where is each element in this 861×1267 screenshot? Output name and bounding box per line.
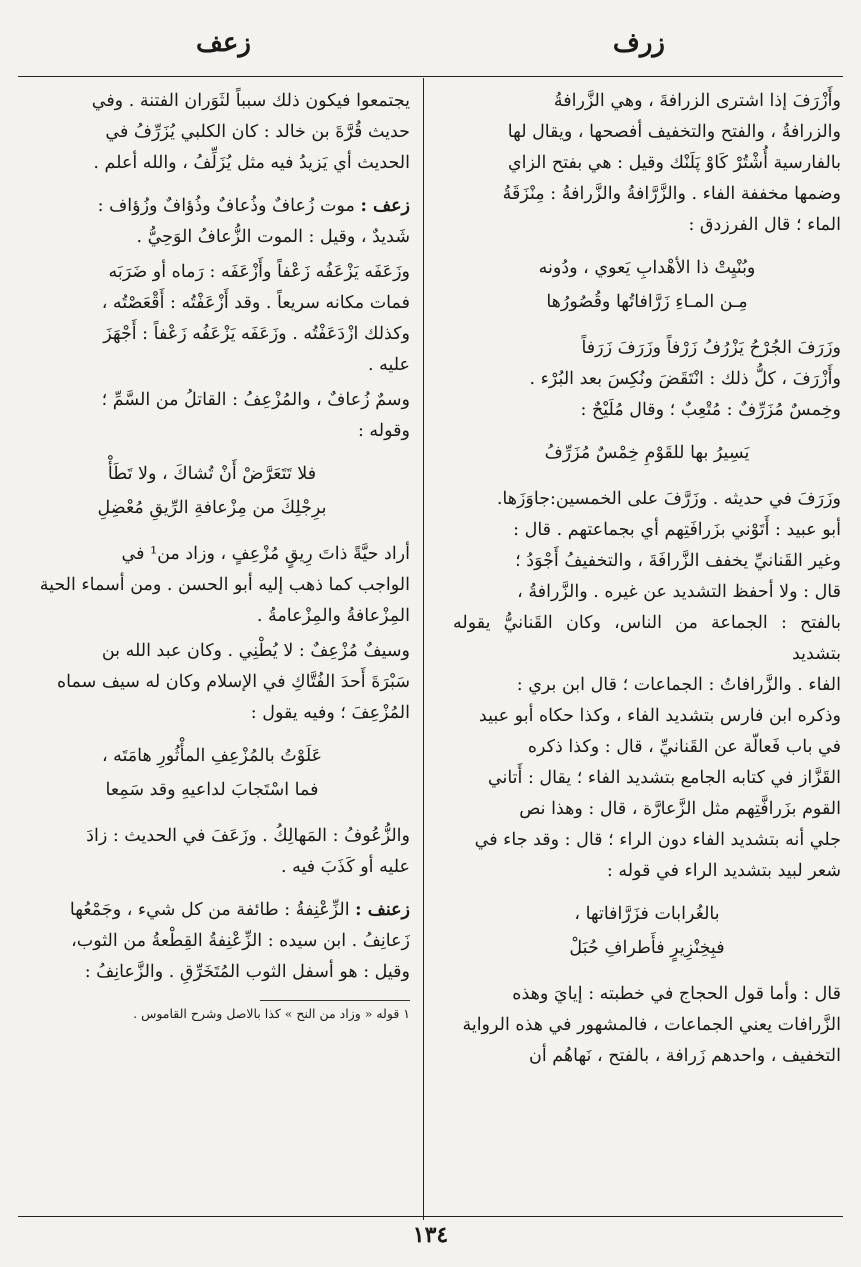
paragraph	[453, 484, 841, 887]
text-span: موت زُعافٌ وذُعافٌ وذُؤافٌ وزُؤاف :	[97, 196, 355, 216]
text-line: حديث قُرَّةَ بن خالد : كان الكلبي يُزَرِّفُ في	[105, 122, 410, 142]
verse-line: بالغُرابات فزَرَّافاتها ،	[574, 904, 720, 924]
text-line: وقيل : هو أسفل الثوب المُتَخَرِّقِ . والزَّعانِفُ :	[84, 962, 410, 982]
verse-line: فلا تَتَعَرَّضْ أَنْ تُشاكَ ، ولا تَطَأْ	[107, 464, 317, 484]
paragraph	[14, 821, 410, 883]
left-column	[14, 86, 410, 1023]
text-line: وزَرَفَ في حديثه . وزَرَّفَ على الخمسين:جاوَزَها.	[496, 489, 841, 509]
text-line: القَزَّاز في كتابه الجامع بتشديد الفاء ؛ يقال : أَتاني	[487, 768, 841, 788]
verse	[14, 457, 410, 525]
text-line: وزَرَفَ الجُرْحُ يَزْرُفُ زَرْفاً وزَرَفَ زَرَفاً	[581, 338, 841, 358]
entry-headword: زعف :	[360, 196, 410, 216]
text-line: قال : ولا أحفظ التشديد عن غيره . والزَّرافةُ ،	[517, 582, 841, 602]
text-line: الفاء . والزَّرافاتُ : الجماعات ؛ قال ابن بري :	[516, 675, 841, 695]
verse	[453, 436, 841, 470]
paragraph	[453, 979, 841, 1072]
text-line: شَديدٌ ، وقيل : الموت الزُّعافُ الوَحِيُّ .	[136, 227, 410, 247]
text-line: وأَزْرَفَ ، كلُّ ذلك : انْتَقَضَ ونُكِسَ بعد البُرْء .	[529, 369, 841, 389]
entry-zaaf	[14, 191, 410, 253]
text-line: أبو عبيد : أَتَوْني بزَرافَتِهم أي بجماعتهم . قال :	[513, 520, 841, 540]
text-line: عليه .	[367, 355, 410, 375]
bottom-rule	[18, 1216, 843, 1217]
column-separator	[423, 78, 424, 1220]
text-line: فمات مكانه سريعاً . وقد أَزْعَفْتُه : أَقْعَصْتُه ،	[101, 293, 410, 313]
text-line: التخفيف ، واحدهم زَرافة ، بالفتح ، نَهاهُم أن	[529, 1046, 841, 1066]
text-line: شعر لبيد بتشديد الراء في قوله :	[606, 861, 841, 881]
verse-line: برِجْلِكَ من مِزْعافةِ الرِّيقِ مُعْضِلِ	[97, 498, 327, 518]
text-line: المُزْعِفَ ؛ وفيه يقول :	[250, 703, 410, 723]
text-line: عليه أو كَذَبَ فيه .	[280, 857, 410, 877]
text-line: أراد حيَّةً ذاتَ رِيقٍ مُزْعِفٍ ، وزاد من¹ في	[121, 544, 410, 564]
verse-line: عَلَوْتُ بالمُزْعِفِ المأْثُورِ هامَتَه ،	[101, 746, 323, 766]
text-line: يجتمعوا فيكون ذلك سبباً لثَوَران الفتنة . وفي	[91, 91, 410, 111]
text-line: وضمها مخففة الفاء . والزَّرَّافةُ والزَّرافةُ : مِنْزَقَةُ	[502, 184, 841, 204]
verse	[453, 251, 841, 319]
paragraph	[14, 86, 410, 179]
text-line: الحديث أي يَزيدُ فيه مثل يُزَلِّفُ ، والله أعلم .	[93, 153, 410, 173]
footnote: ١ قوله « وزاد من النح » كذا بالاصل وشرح القاموس .	[133, 1006, 410, 1021]
text-line: قال : وأما قول الحجاج في خطبته : إيايَ وهذه	[512, 984, 841, 1004]
text-line: المِزْعافةُ والمِزْعامةُ .	[256, 606, 410, 626]
text-line	[14, 191, 410, 222]
verse-line: فما اسْتَجابَ لداعيهِ وقد سَمِعا	[105, 780, 319, 800]
paragraph	[14, 636, 410, 729]
right-column	[453, 86, 841, 1076]
paragraph	[14, 257, 410, 381]
paragraph	[14, 385, 410, 447]
page-number: ١٣٤	[412, 1222, 449, 1248]
text-line: والزُّعُوفُ : المَهالِكُ . وزَعَفَ في الحديث : زادَ	[86, 826, 410, 846]
text-line: وأَزْرَفَ إذا اشترى الزرافةَ ، وهي الزَّرافةُ	[553, 91, 841, 111]
paragraph	[453, 333, 841, 426]
text-line: الواجب كما ذهب إليه أبو الحسن . ومن أسماء الحية	[39, 575, 410, 595]
text-line: وكذلك ازْدَعَفْتُه . وزَعَفَه يَزْعَفُه زَعْفاً : أَجْهَزَ	[103, 324, 410, 344]
text-line: الماء ؛ قال الفرزدق :	[688, 215, 841, 235]
text-line: زَعانِفُ . ابن سيده : الزِّعْنِفةُ القِطْعةُ من الثوب،	[71, 931, 410, 951]
paragraph	[14, 539, 410, 632]
header-root-right: زرف	[612, 28, 665, 58]
text-span: الزِّعْنِفةُ : طائفة من كل شيء ، وجَمْعُها	[69, 900, 350, 920]
text-line: وذكره ابن فارس بتشديد الفاء ، وكذا حكاه أبو عبيد	[478, 706, 841, 726]
verse-line: وبُنْيِتْ ذا الأهْدابِ يَعوي ، ودُونه	[538, 258, 756, 278]
verse-line: مِـن المـاءِ زَرَّافاتُها وقُصُورُها	[546, 292, 748, 312]
text-line: وغير القَنانيِّ يخفف الزَّرافَةَ ، والتخفيفُ أَجْوَدُ ؛	[515, 551, 841, 571]
text-line: وزَعَفَه يَزْعَفُه زَعْفاً وأَزْعَفَه : رَماه أو ضَرَبَه	[108, 262, 410, 282]
text-line: في باب فَعالّة عن القَنانيِّ ، قال : وكذا ذكره	[527, 737, 841, 757]
text-line	[14, 895, 410, 926]
text-line: وخِمسٌ مُزَرِّفٌ : مُتْعِبٌ ؛ وقال مُلَيْحٌ :	[580, 400, 841, 420]
text-line: بالفارسية أُشْتُرْ كَاوْ پَلَنْك وقيل : هي بفتح الزاي	[507, 153, 841, 173]
verse-line: فبِخِنْزِيرٍ فأَطرافِ حُبَلْ	[569, 938, 725, 958]
verse	[14, 739, 410, 807]
text-line: والزرافةُ ، والفتح والتخفيف أفصحها ، ويقال لها	[507, 122, 841, 142]
text-line: وسيفٌ مُزْعِفٌ : لا يُطْنِي . وكان عبد الله بن	[101, 641, 410, 661]
text-line: جلي أنه بتشديد الفاء دون الراء ؛ قال : وقد جاء في	[474, 830, 841, 850]
verse-line: يَسِيرُ بها للقَوْمِ خِمْسٌ مُزَرِّفُ	[544, 443, 750, 463]
text-line: وقوله :	[357, 421, 410, 441]
text-line: الزَّرافات يعني الجماعات ، فالمشهور في هذه الرواية	[462, 1015, 841, 1035]
text-line: وسمٌ زُعافٌ ، والمُزْعِفُ : القاتلُ من السَّمِّ ؛	[101, 390, 410, 410]
text-line: بالفتح : الجماعة من الناس، وكان القَنانيُّ يقوله بتشديد	[453, 613, 841, 664]
footnote-rule	[260, 1000, 410, 1001]
text-line: القوم بزَرافَّتِهم مثل الزَّعارَّة ، قال : وهذا نص	[519, 799, 841, 819]
top-rule	[18, 76, 843, 77]
text-line: سَبْرَةَ أَحدَ الفُتَّاكِ في الإسلام وكان له سيف سماه	[57, 672, 410, 692]
entry-zanaf	[14, 895, 410, 988]
paragraph	[453, 86, 841, 241]
header-root-left: زعف	[196, 28, 251, 58]
verse	[453, 897, 841, 965]
entry-headword: زعنف :	[355, 900, 410, 920]
